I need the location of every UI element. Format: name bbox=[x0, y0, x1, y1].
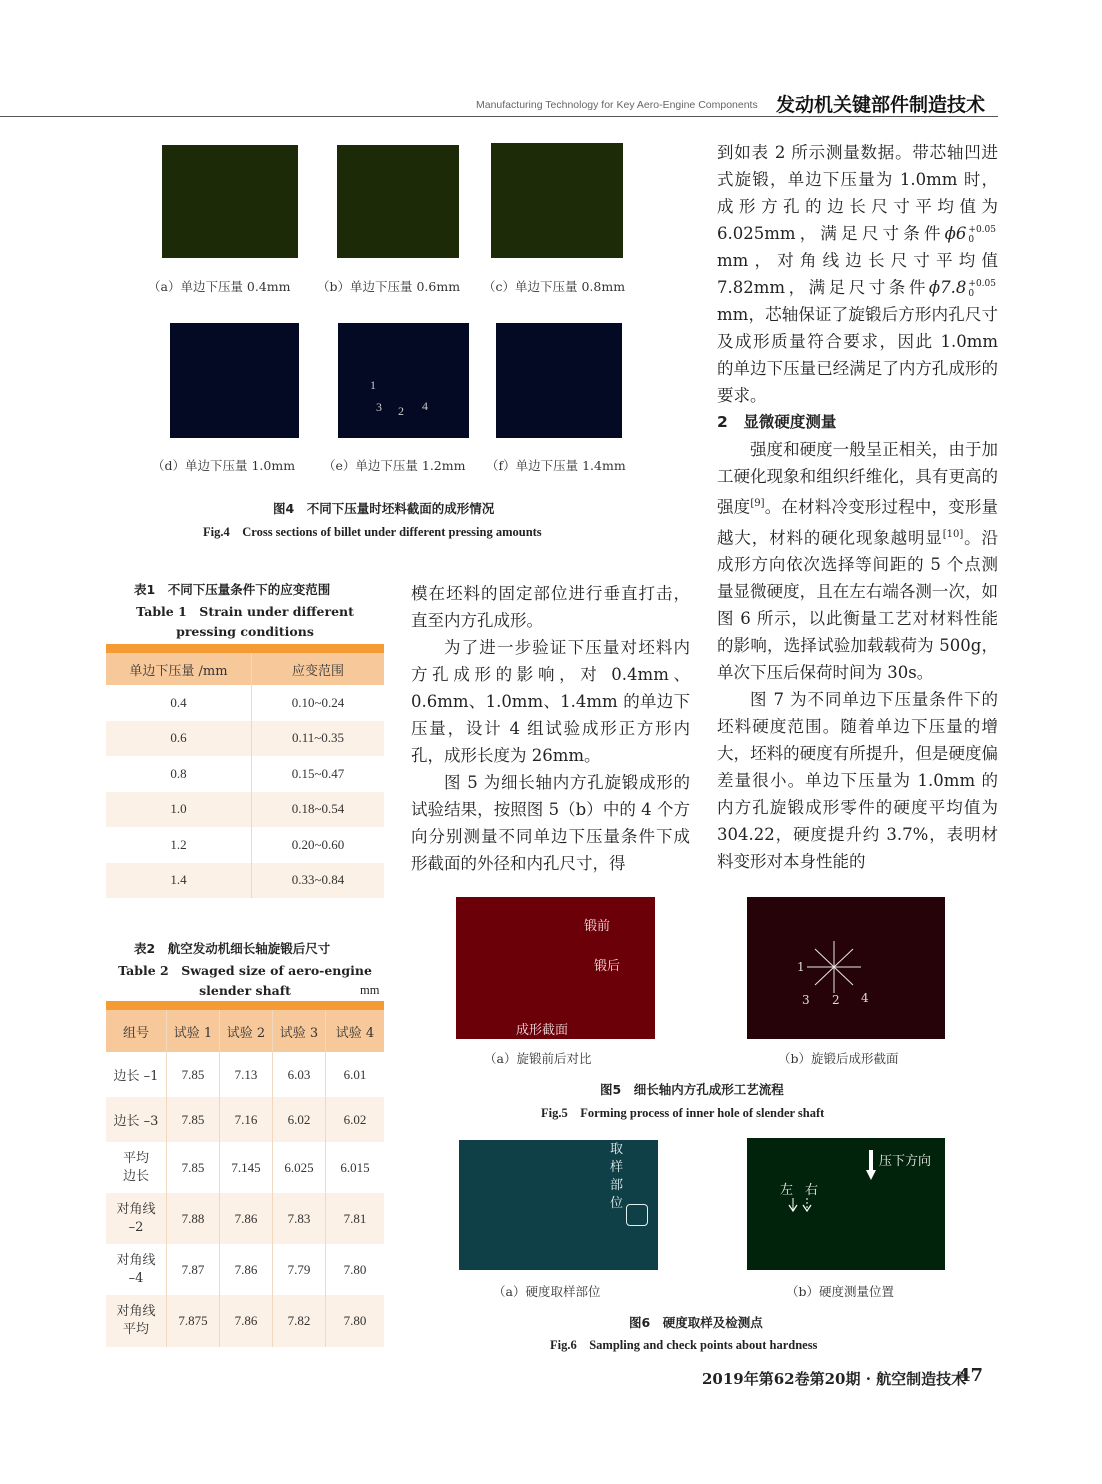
table-row bbox=[106, 863, 384, 899]
tolerance-upper: +0.05 bbox=[968, 278, 996, 289]
table-cell: 7.85 bbox=[167, 1052, 220, 1097]
table-cell: 0.4 bbox=[106, 685, 252, 721]
paragraph bbox=[717, 436, 998, 686]
fig6a-label-char: 位 bbox=[610, 1196, 624, 1211]
fig5b-label-1: 1 bbox=[797, 960, 805, 974]
fig4-title-cn: 图4 不同下压量时坯料截面的成形情况 bbox=[273, 501, 495, 516]
citation: [10] bbox=[942, 528, 964, 540]
table2-header-cell: 试验 3 bbox=[273, 1010, 326, 1052]
table1-header-cell: 应变范围 bbox=[252, 653, 385, 685]
paragraph: 模在坯料的固定部位进行垂直打击，直至内方孔成形。 bbox=[411, 584, 690, 630]
fig6b-right: 右 bbox=[805, 1183, 819, 1198]
section-title: 显微硬度测量 bbox=[743, 413, 837, 431]
table2 bbox=[106, 1010, 384, 1347]
table1-header-cell: 单边下压量 /mm bbox=[106, 653, 252, 685]
table-cell: 1.0 bbox=[106, 792, 252, 828]
tolerance-lower: 0 bbox=[968, 288, 975, 299]
page-number: 47 bbox=[958, 1365, 984, 1386]
fig4-panel-f bbox=[496, 323, 622, 438]
symbol-phi7-8: ϕ7.8 bbox=[928, 278, 967, 297]
fig5a-label-before: 锻前 bbox=[584, 919, 611, 934]
middle-column-text bbox=[411, 580, 690, 877]
table-row bbox=[106, 827, 384, 863]
fig5-panel-b bbox=[747, 897, 945, 1039]
fig5b-label-3: 3 bbox=[802, 993, 810, 1007]
fig6-title-en: Fig.6 Sampling and check points about hardness bbox=[550, 1338, 818, 1352]
fig4e-label-1: 1 bbox=[370, 378, 376, 392]
fig5-title-en: Fig.5 Forming process of inner hole of slender shaft bbox=[541, 1106, 825, 1120]
paragraph: 图 5 为细长轴内方孔旋锻成形的试验结果，按照图 5（b）中的 4 个方向分别测量不同单边下压量条件下成形截面的外径和内孔尺寸，得 bbox=[411, 773, 690, 873]
table1-title-en-2: pressing conditions bbox=[176, 624, 314, 639]
table-cell: 边长 –3 bbox=[106, 1097, 167, 1142]
table-cell: 7.82 bbox=[273, 1295, 326, 1347]
table-cell: 1.2 bbox=[106, 827, 252, 863]
table2-header-cell: 试验 2 bbox=[220, 1010, 273, 1052]
journal-name-en: Manufacturing Technology for Key Aero-Engine Components bbox=[476, 99, 758, 111]
paragraph: 为了进一步验证下压量对坯料内方孔成形的影响，对 0.4mm、0.6mm、1.0mm、1.4mm 的单边下压量，设计 4 组试验成形正方形内孔，成形长度为 26mm。 bbox=[411, 638, 690, 765]
text-run: 强度和硬度一般呈正相关，由于加工硬化现象和组织纤维化，具有更高的强度 bbox=[717, 440, 998, 517]
fig4e-label-4: 4 bbox=[422, 399, 428, 413]
table2-header-cell: 试验 4 bbox=[326, 1010, 385, 1052]
fig5a-label-section: 成形截面 bbox=[516, 1023, 569, 1038]
table1-header-row bbox=[106, 653, 384, 685]
fig4e-label-3: 3 bbox=[376, 400, 382, 414]
table-cell: 6.01 bbox=[343, 1066, 367, 1082]
table2-title-en-1: Table 2 Swaged size of aero-engine bbox=[118, 963, 372, 978]
table-cell: 7.86 bbox=[220, 1295, 273, 1347]
fig4-caption-d: （d）单边下压量 1.0mm bbox=[152, 458, 296, 473]
fig5-panel-a bbox=[456, 897, 655, 1039]
table1-title-en-1: Table 1 Strain under different bbox=[136, 604, 354, 619]
section-heading bbox=[717, 409, 998, 436]
table-cell: 6.015 bbox=[340, 1159, 370, 1175]
fig6a-label bbox=[610, 1141, 624, 1213]
text-run: mm，对角线边长尺寸平均值 7.82mm，满足尺寸条件 bbox=[717, 251, 998, 297]
text-run: mm，芯轴保证了旋锻后方形内孔尺寸及成形质量符合要求，因此 1.0mm 的单边下压量已经满足了内方孔成形的要求。 bbox=[717, 305, 998, 405]
table-row bbox=[106, 792, 384, 828]
table-cell: 7.875 bbox=[167, 1295, 220, 1347]
paragraph: 图 7 为不同单边下压量条件下的坯料硬度范围。随着单边下压量的增大，坯料的硬度有所提升，但是硬度偏差量很小。单边下压量为 1.0mm 的内方孔旋锻成形零件的硬度平均值为 304.22，硬度提升约 3.7%，表明材料变形对本身性能的 bbox=[717, 690, 998, 871]
table-cell: 7.85 bbox=[167, 1097, 220, 1142]
table-cell: 7.13 bbox=[220, 1052, 273, 1097]
table2-header-cell: 组号 bbox=[106, 1010, 167, 1052]
table-cell: 0.15~0.47 bbox=[291, 765, 345, 781]
tolerance-lower: 0 bbox=[968, 234, 975, 245]
header-rule bbox=[0, 116, 998, 117]
table2-unit: mm bbox=[360, 983, 380, 997]
tolerance bbox=[968, 225, 996, 245]
table2-header-cell: 试验 1 bbox=[167, 1010, 220, 1052]
fig6a-label-char: 部 bbox=[610, 1178, 624, 1193]
fig6a-label-char: 取 bbox=[610, 1142, 624, 1157]
table-cell: 0.20~0.60 bbox=[291, 836, 345, 852]
table-cell: 对角线 –2 bbox=[106, 1193, 167, 1244]
table1 bbox=[106, 653, 384, 898]
table-cell: 6.02 bbox=[326, 1097, 385, 1142]
table-cell: 对角线 –4 bbox=[106, 1244, 167, 1295]
fig5b-label-4: 4 bbox=[861, 991, 869, 1005]
table-cell: 7.83 bbox=[273, 1193, 326, 1244]
fig4-panel-d bbox=[170, 323, 299, 438]
sampling-box-icon bbox=[626, 1204, 648, 1226]
fig6-caption-b: （b）硬度测量位置 bbox=[786, 1284, 895, 1299]
fig4-caption-e: （e）单边下压量 1.2mm bbox=[323, 458, 466, 473]
table-row bbox=[106, 721, 384, 757]
table-row bbox=[106, 1097, 384, 1142]
table-cell: 6.02 bbox=[273, 1097, 326, 1142]
fig4-caption-f: （f）单边下压量 1.4mm bbox=[486, 458, 626, 473]
table-row bbox=[106, 756, 384, 792]
fig4e-label-2: 2 bbox=[398, 404, 404, 418]
table-cell: 7.16 bbox=[220, 1097, 273, 1142]
table-cell: 7.86 bbox=[220, 1193, 273, 1244]
table-cell: 7.87 bbox=[167, 1244, 220, 1295]
fig4-title-en: Fig.4 Cross sections of billet under different pressing amounts bbox=[203, 525, 542, 539]
table1-title-cn: 表1 不同下压量条件下的应变范围 bbox=[134, 582, 331, 597]
fig5a-label-after: 锻后 bbox=[594, 959, 621, 974]
table-cell: 7.79 bbox=[273, 1244, 326, 1295]
table-row bbox=[106, 685, 384, 721]
table-cell: 边长 –1 bbox=[106, 1052, 167, 1097]
table-row bbox=[106, 1295, 384, 1347]
fig5b-directions-icon bbox=[747, 897, 945, 1039]
table-row bbox=[106, 1142, 384, 1193]
table-row bbox=[106, 1193, 384, 1244]
tolerance-upper: +0.05 bbox=[968, 224, 996, 235]
fig5-title-cn: 图5 细长轴内方孔成形工艺流程 bbox=[600, 1082, 784, 1097]
fig6-title-cn: 图6 硬度取样及检测点 bbox=[629, 1315, 763, 1330]
table2-title-en-2: slender shaft bbox=[199, 983, 291, 998]
fig4-panel-c bbox=[491, 143, 623, 258]
table2-title-cn: 表2 航空发动机细长轴旋锻后尺寸 bbox=[134, 941, 331, 956]
table-cell: 0.18~0.54 bbox=[252, 792, 385, 828]
table-cell: 1.4 bbox=[106, 863, 252, 899]
table2-header-row bbox=[106, 1010, 384, 1052]
table-cell: 对角线 平均 bbox=[106, 1295, 167, 1347]
tolerance bbox=[968, 279, 996, 299]
table-cell: 7.85 bbox=[167, 1142, 220, 1193]
footer-issue: 2019年第62卷第20期 · 航空制造技术 bbox=[702, 1370, 967, 1388]
table-cell: 7.81 bbox=[326, 1193, 385, 1244]
journal-name-cn: 发动机关键部件制造技术 bbox=[776, 94, 986, 116]
table-cell: 0.33~0.84 bbox=[252, 863, 385, 899]
table-cell: 7.88 bbox=[167, 1193, 220, 1244]
table-cell: 0.11~0.35 bbox=[252, 721, 385, 757]
fig6-panel-a bbox=[459, 1140, 658, 1270]
table-cell: 7.80 bbox=[326, 1295, 385, 1347]
table-cell: 7.80 bbox=[343, 1261, 367, 1277]
fig4-caption-c: （c）单边下压量 0.8mm bbox=[483, 279, 626, 294]
table-cell: 平均 边长 bbox=[106, 1142, 167, 1193]
table-cell: 7.145 bbox=[220, 1142, 273, 1193]
fig5b-label-2: 2 bbox=[832, 993, 840, 1007]
table2-top-bar bbox=[106, 1001, 384, 1010]
table-cell: 6.025 bbox=[273, 1142, 326, 1193]
table-cell: 0.8 bbox=[106, 756, 252, 792]
table1-top-bar bbox=[106, 644, 384, 653]
section-number: 2 bbox=[717, 413, 728, 431]
text-run: 到如表 2 所示测量数据。带芯轴凹进式旋锻，单边下压量为 1.0mm 时，成形方孔的边长尺寸平均值为 6.025mm，满足尺寸条件 bbox=[717, 143, 998, 243]
fig6b-left: 左 bbox=[780, 1183, 794, 1198]
fig6b-press-direction: 压下方向 bbox=[879, 1154, 932, 1169]
fig5-caption-b: （b）旋锻后成形截面 bbox=[778, 1051, 899, 1066]
paragraph bbox=[717, 139, 998, 409]
table-cell: 7.86 bbox=[220, 1244, 273, 1295]
fig4-caption-b: （b）单边下压量 0.6mm bbox=[317, 279, 461, 294]
fig5-caption-a: （a）旋锻前后对比 bbox=[484, 1051, 592, 1066]
fig4-panel-e bbox=[338, 323, 469, 438]
fig4-panel-a bbox=[162, 145, 298, 258]
text-run: 。在材料冷变形过程中，变形量越大，材料的硬化现象越明显 bbox=[717, 497, 999, 547]
fig4-panel-b bbox=[337, 145, 459, 258]
fig6-panel-b bbox=[747, 1138, 945, 1270]
symbol-phi6: ϕ6 bbox=[944, 224, 967, 243]
table-row bbox=[106, 1052, 384, 1097]
fig4-caption-a: （a）单边下压量 0.4mm bbox=[148, 279, 291, 294]
text-run: 。沿成形方向依次选择等间距的 5 个点测量显微硬度，且在左右端各测一次，如图 6 所示，以此衡量工艺对材料性能的影响，选择试验加载载荷为 500g，单次下压后保荷时间为 30s。 bbox=[717, 528, 999, 682]
table-cell: 6.03 bbox=[273, 1052, 326, 1097]
table-row bbox=[106, 1244, 384, 1295]
fig6a-label-char: 样 bbox=[610, 1160, 624, 1175]
right-column-text bbox=[717, 139, 998, 875]
fig6-caption-a: （a）硬度取样部位 bbox=[493, 1284, 601, 1299]
citation: [9] bbox=[750, 498, 765, 509]
table-cell: 0.6 bbox=[106, 721, 252, 757]
table-cell: 0.10~0.24 bbox=[291, 694, 345, 710]
